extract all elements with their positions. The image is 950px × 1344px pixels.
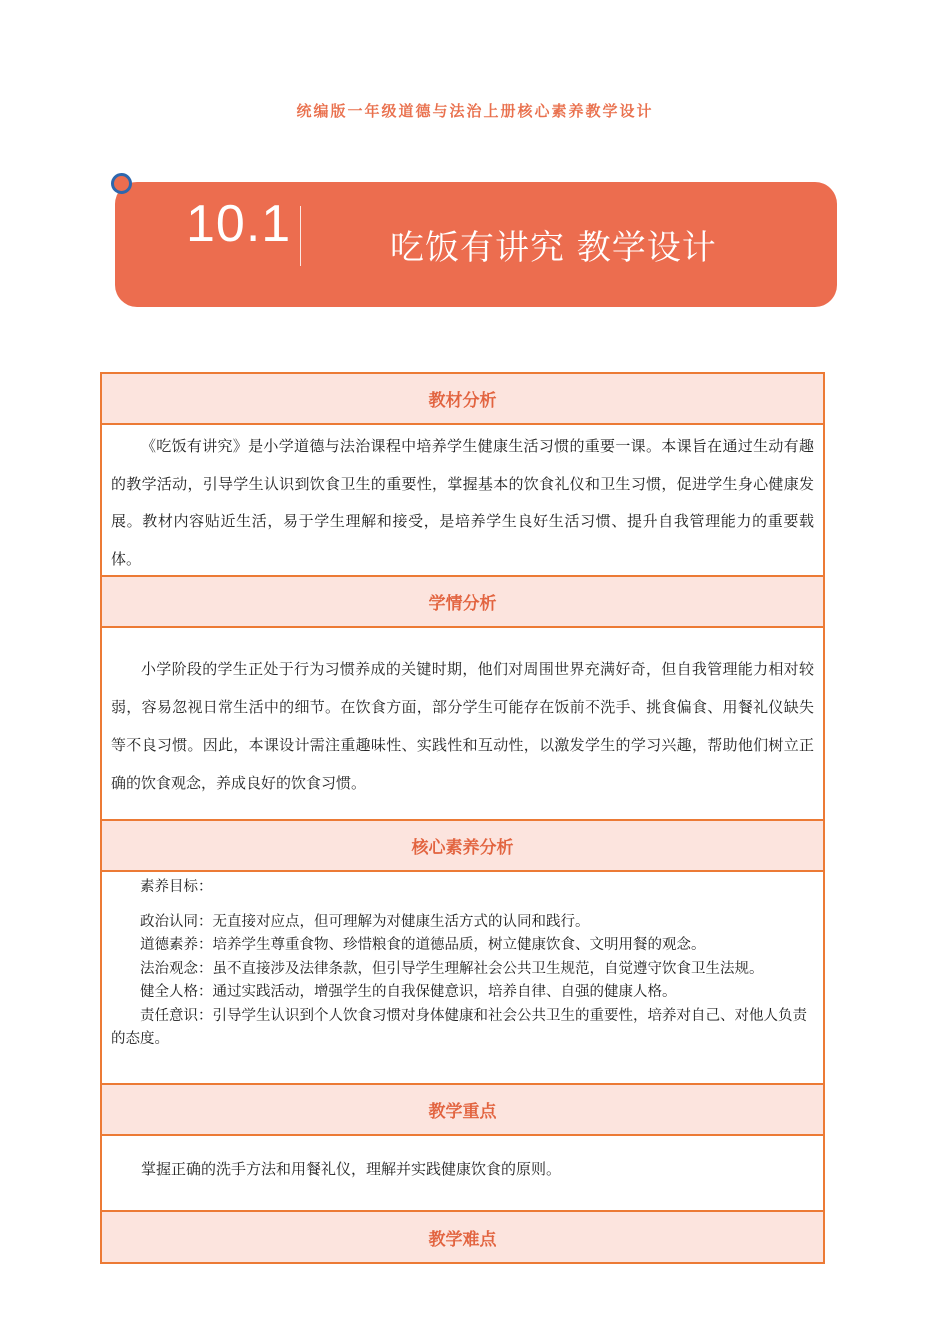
literacy-item-responsibility: 责任意识：引导学生认识到个人饮食习惯对身体健康和社会公共卫生的重要性，培养对自己、对他人负责的态度。 <box>111 1007 807 1047</box>
lesson-number: 10.1 <box>186 195 292 253</box>
section-body-student-analysis: 小学阶段的学生正处于行为习惯养成的关键时期，他们对周围世界充满好奇，但自我管理能力相对较弱，容易忽视日常生活中的细节。在饮食方面，部分学生可能存在饭前不洗手、挑食偏食、用餐礼仪缺失等不良习惯。因此，本课设计需注重趣味性、实践性和互动性，以激发学生的学习兴趣，帮助他们树立正确的饮食观念，养成良好的饮食习惯。 <box>102 628 823 821</box>
section-heading-student-analysis: 学情分析 <box>102 577 823 628</box>
section-body-textbook-analysis: 《吃饭有讲究》是小学道德与法治课程中培养学生健康生活习惯的重要一课。本课旨在通过生动有趣的教学活动，引导学生认识到饮食卫生的重要性，掌握基本的饮食礼仪和卫生习惯，促进学生身心健康发展。教材内容贴近生活，易于学生理解和接受，是培养学生良好生活习惯、提升自我管理能力的重要载体。 <box>102 425 823 577</box>
banner-dot-decoration <box>111 173 132 194</box>
document-series-title: 统编版一年级道德与法治上册核心素养教学设计 <box>296 102 654 120</box>
section-body-core-literacy <box>102 872 823 1085</box>
section-heading-textbook-analysis: 教材分析 <box>102 374 823 425</box>
lesson-design-table <box>100 372 825 1264</box>
section-heading-core-literacy: 核心素养分析 <box>102 821 823 872</box>
literacy-item-law: 法治观念：虽不直接涉及法律条款，但引导学生理解社会公共卫生规范，自觉遵守饮食卫生法规。 <box>140 960 764 977</box>
literacy-goal-label: 素养目标： <box>140 879 213 895</box>
section-body-key-points: 掌握正确的洗手方法和用餐礼仪，理解并实践健康饮食的原则。 <box>102 1136 823 1212</box>
section-heading-difficulties: 教学难点 <box>102 1212 823 1262</box>
literacy-item-political: 政治认同：无直接对应点，但可理解为对健康生活方式的认同和践行。 <box>140 913 590 930</box>
banner-divider <box>300 206 301 266</box>
literacy-item-moral: 道德素养：培养学生尊重食物、珍惜粮食的道德品质，树立健康饮食、文明用餐的观念。 <box>140 937 706 953</box>
literacy-item-personality: 健全人格：通过实践活动，增强学生的自我保健意识，培养自律、自强的健康人格。 <box>140 984 677 1000</box>
section-heading-key-points: 教学重点 <box>102 1085 823 1136</box>
lesson-title: 吃饭有讲究 教学设计 <box>390 228 717 268</box>
